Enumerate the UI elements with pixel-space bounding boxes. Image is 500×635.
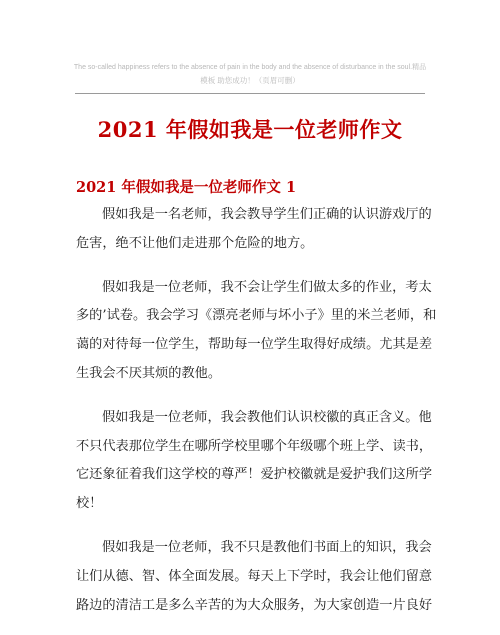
paragraph-line: 路边的清洁工是多么辛苦的为大众服务，为大家创造一片良好	[76, 597, 433, 613]
paragraph-line: 假如我是一位老师，我不只是教他们书面上的知识，我会	[102, 539, 432, 555]
paragraph-line: 假如我是一位老师，我不会让学生们做太多的作业，考太	[102, 279, 432, 295]
paragraph-line: 校！	[76, 496, 103, 512]
paragraph-line: 假如我是一名老师，我会教导学生们正确的认识游戏厅的	[102, 207, 432, 222]
paragraph-line: 蔼的对待每一位学生，帮助每一位学生取得好成绩。尤其是差	[76, 337, 433, 353]
paragraph-1	[76, 201, 432, 259]
paragraph-line: 危害，绝不让他们走进那个危险的地方。	[76, 235, 314, 251]
paragraph-line: 多的’试卷。我会学习《漂亮老师与坏小子》里的米兰老师，和	[76, 308, 437, 324]
paragraph-line: 假如我是一位老师，我会教他们认识校徽的真正含义。他	[102, 409, 432, 425]
paragraph-3	[76, 404, 433, 519]
paragraph-2	[76, 274, 437, 389]
paragraph-4	[76, 534, 433, 620]
page-header-note: 模板 助您成功！（页眉可删）	[200, 76, 300, 85]
paragraph-line: 它还象征着我们这学校的尊严！爱护校徽就是爱护我们这所学	[76, 467, 433, 483]
header-divider	[75, 93, 425, 94]
paragraph-line: 让们从德、智、体全面发展。每天上下学时，我会让他们留意	[76, 568, 433, 584]
paragraph-line: 生我会不厌其烦的教他。	[76, 365, 222, 381]
paragraph-line: 不只代表那位学生在哪所学校里哪个年级哪个班上学、读书，	[76, 438, 433, 454]
essay-body	[76, 201, 437, 635]
document-title: 2021 年假如我是一位老师作文	[97, 117, 403, 142]
section-heading: 2021 年假如我是一位老师作文 1	[76, 179, 297, 196]
page-header-tagline: The so-called happiness refers to the absence of pain in the body and the absence of disturbance in the soul.精品	[73, 64, 427, 71]
